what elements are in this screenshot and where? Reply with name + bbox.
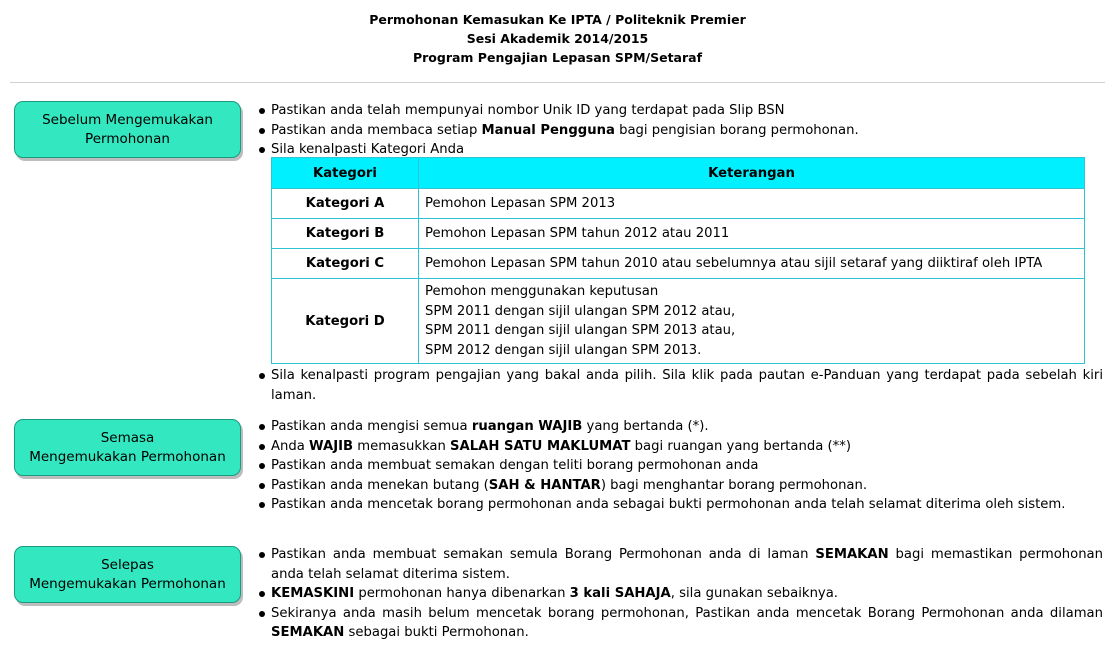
before-list [255, 101, 1103, 160]
after-list [255, 545, 1103, 643]
table-header-row [272, 158, 1085, 189]
header-program: Program Pengajian Lepasan SPM/Setaraf [412, 50, 703, 65]
list-item: Pastikan anda membuat semakan semula Borang Permohonan anda di laman SEMAKAN bagi memastikan permohonan anda telah selamat diterima sistem. [255, 545, 1103, 584]
during-label-line2: Mengemukakan Permohonan [29, 448, 226, 465]
kategori-cell: Kategori B [272, 219, 419, 249]
during-submission-button[interactable] [14, 419, 241, 476]
during-list [255, 417, 1103, 515]
category-table [271, 157, 1085, 364]
table-row [272, 279, 1085, 364]
list-item: Pastikan anda mencetak borang permohonan anda sebagai bukti permohonan anda telah selamat diterima oleh sistem. [255, 495, 1103, 515]
table-row [272, 189, 1085, 219]
col-kategori-header: Kategori [272, 158, 419, 189]
list-item: Pastikan anda membuat semakan dengan teliti borang permohonan anda [255, 456, 1103, 476]
after-submission-button[interactable] [14, 546, 241, 603]
before-label-line1: Sebelum Mengemukakan [42, 111, 213, 128]
list-item: Sila kenalpasti program pengajian yang bakal anda pilih. Sila klik pada pautan e-Panduan yang terdapat pada sebelah kiri laman. [255, 366, 1103, 405]
keterangan-cell: Pemohon Lepasan SPM 2013 [419, 189, 1085, 219]
keterangan-cell: Pemohon Lepasan SPM tahun 2010 atau sebelumnya atau sijil setaraf yang diiktiraf oleh IPTA [419, 249, 1085, 279]
list-item: Sila kenalpasti Kategori Anda [255, 140, 1103, 160]
kategori-cell: Kategori C [272, 249, 419, 279]
header-divider [10, 82, 1105, 83]
list-item: Pastikan anda menekan butang (SAH & HANTAR) bagi menghantar borang permohonan. [255, 476, 1103, 496]
table-row [272, 219, 1085, 249]
col-keterangan-header: Keterangan [419, 158, 1085, 189]
list-item: Sekiranya anda masih belum mencetak borang permohonan, Pastikan anda mencetak Borang Permohonan anda dilaman SEMAKAN sebagai bukti Permohonan. [255, 604, 1103, 643]
list-item: Pastikan anda mengisi semua ruangan WAJIB yang bertanda (*). [255, 417, 1103, 437]
list-item: Pastikan anda membaca setiap Manual Pengguna bagi pengisian borang permohonan. [255, 121, 1103, 141]
kategori-cell: Kategori A [272, 189, 419, 219]
keterangan-cell: Pemohon menggunakan keputusan SPM 2011 dengan sijil ulangan SPM 2012 atau, SPM 2011 dengan sijil ulangan SPM 2013 atau, SPM 2012 dengan sijil ulangan SPM 2013. [419, 279, 1085, 364]
before-label-line2: Permohonan [85, 130, 170, 147]
page-header [0, 10, 1115, 67]
after-label-line1: Selepas [101, 556, 154, 573]
list-item: KEMASKINI permohonan hanya dibenarkan 3 kali SAHAJA, sila gunakan sebaiknya. [255, 584, 1103, 604]
table-row [272, 249, 1085, 279]
keterangan-cell: Pemohon Lepasan SPM tahun 2012 atau 2011 [419, 219, 1085, 249]
before-submission-button[interactable] [14, 101, 241, 158]
list-item: Pastikan anda telah mempunyai nombor Unik ID yang terdapat pada Slip BSN [255, 101, 1103, 121]
after-label-line2: Mengemukakan Permohonan [29, 575, 226, 592]
during-label-line1: Semasa [100, 429, 155, 446]
list-item: Anda WAJIB memasukkan SALAH SATU MAKLUMAT bagi ruangan yang bertanda (**) [255, 437, 1103, 457]
kategori-cell: Kategori D [272, 279, 419, 364]
header-title: Permohonan Kemasukan Ke IPTA / Politeknik Premier [369, 12, 746, 27]
before-list-continued [255, 366, 1103, 405]
header-session: Sesi Akademik 2014/2015 [466, 31, 649, 46]
